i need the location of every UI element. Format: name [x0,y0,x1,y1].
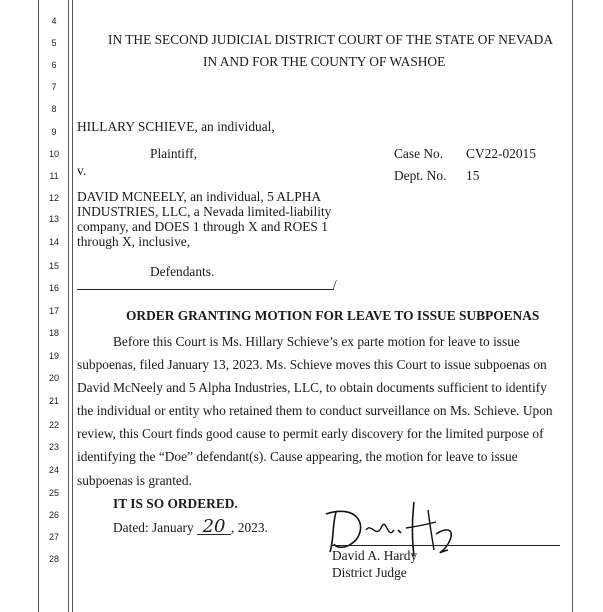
margin-rule-right [572,0,573,612]
line-number: 28 [48,554,59,564]
line-number: 11 [49,171,59,181]
defendant-line-1: DAVID MCNEELY, an individual, 5 ALPHA [77,189,322,204]
line-number: 22 [48,420,59,430]
line-number: 10 [48,149,59,159]
line-number: 25 [48,488,59,498]
line-number: 14 [48,237,59,247]
versus: v. [77,163,87,178]
body-line-6: identifying the “Doe” defendant(s). Cause appearing, the motion for leave to issue [77,449,518,464]
plaintiff-name: HILLARY SCHIEVE, an individual, [77,119,275,134]
dated-prefix: Dated: January [113,520,194,535]
case-number-value: CV22-02015 [466,146,536,161]
line-number: 17 [48,306,59,316]
line-number: 23 [48,442,59,452]
line-number: 8 [51,104,57,114]
body-line-1: Before this Court is Ms. Hillary Schieve’s ex parte motion for leave to issue [113,334,520,349]
line-number: 27 [48,532,59,542]
plaintiff-role: Plaintiff, [150,146,197,161]
defendant-role: Defendants. [150,264,215,279]
caption-bracket: / [333,277,337,292]
dept-number-value: 15 [466,168,480,183]
margin-rule-inner-left-1 [68,0,69,612]
case-number-label: Case No. [394,146,444,161]
body-line-7: subpoenas is granted. [77,473,192,488]
judge-name: David A. Hardy [332,548,418,563]
signature-line [332,545,560,546]
court-title-line-1: IN THE SECOND JUDICIAL DISTRICT COURT OF THE STATE OF NEVADA [108,32,553,47]
judge-title: District Judge [332,565,407,580]
line-number: 7 [51,82,57,92]
dated-line [113,516,268,537]
line-number: 24 [48,465,59,475]
so-ordered: IT IS SO ORDERED. [113,496,238,511]
line-number: 13 [48,214,59,224]
line-number: 20 [48,373,59,383]
line-number: 18 [48,328,59,338]
line-number: 9 [51,127,57,137]
dated-day: 20 [197,519,231,535]
defendant-line-2: INDUSTRIES, LLC, a Nevada limited-liability [77,204,332,219]
line-number: 6 [51,60,57,70]
dept-number-label: Dept. No. [394,168,447,183]
body-line-4: the individual or entity who retained them to conduct surveillance on Ms. Schieve. Upon [77,403,553,418]
defendant-line-4: through X, inclusive, [77,234,191,249]
body-line-3: David McNeely and 5 Alpha Industries, LLC, to obtain documents sufficient to identify [77,380,547,395]
dated-suffix: , 2023. [231,520,268,535]
court-title-line-2: IN AND FOR THE COUNTY OF WASHOE [203,54,446,69]
body-line-2: subpoenas, filed January 13, 2023. Ms. Schieve moves this Court to issue subpoenas on [77,357,547,372]
line-number: 15 [48,261,59,271]
line-number: 21 [48,396,59,406]
defendant-line-3: company, and DOES 1 through X and ROES 1 [77,219,328,234]
line-number: 5 [51,38,57,48]
margin-rule-outer-left [38,0,39,612]
line-number: 16 [48,283,59,293]
caption-underline [77,289,334,290]
line-number: 12 [48,193,59,203]
body-line-5: review, this Court finds good cause to permit early discovery for the limited purpose of [77,426,544,441]
order-title: ORDER GRANTING MOTION FOR LEAVE TO ISSUE SUBPOENAS [126,308,540,323]
line-number: 26 [48,510,59,520]
margin-rule-inner-left-2 [72,0,73,612]
line-number: 4 [51,16,57,26]
line-number: 19 [48,351,59,361]
